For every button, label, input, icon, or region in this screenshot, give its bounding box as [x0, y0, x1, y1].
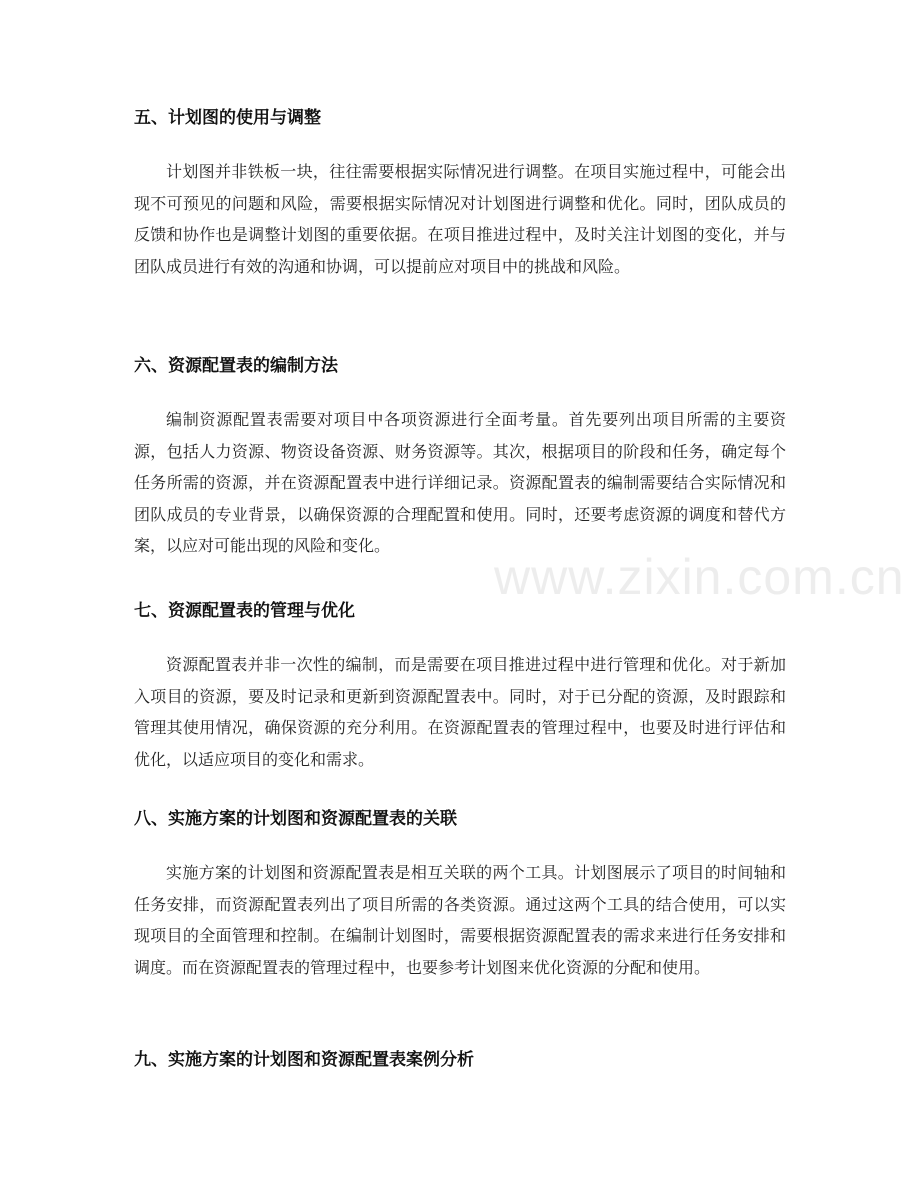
section-6-paragraph: 编制资源配置表需要对项目中各项资源进行全面考量。首先要列出项目所需的主要资源，包括人力资源、物资设备资源、财务资源等。其次，根据项目的阶段和任务，确定每个任务所需的资源，并在资源配置表中进行详细记录。资源配置表的编制需要结合实际情况和团队成员的专业背景，以确保资源的合理配置和使用。同时，还要考虑资源的调度和替代方案，以应对可能出现的风险和变化。 [134, 410, 786, 555]
section-7-heading: 七、资源配置表的管理与优化 [134, 601, 355, 621]
section-9-heading: 九、实施方案的计划图和资源配置表案例分析 [134, 1050, 474, 1070]
section-5-paragraph: 计划图并非铁板一块，往往需要根据实际情况进行调整。在项目实施过程中，可能会出现不可预见的问题和风险，需要根据实际情况对计划图进行调整和优化。同时，团队成员的反馈和协作也是调整计划图的重要依据。在项目推进过程中，及时关注计划图的变化，并与团队成员进行有效的沟通和协调，可以提前应对项目中的挑战和风险。 [134, 162, 786, 276]
section-8-heading: 八、实施方案的计划图和资源配置表的关联 [134, 809, 457, 829]
watermark: www.zixin.com.cn [494, 549, 905, 605]
section-6-heading: 六、资源配置表的编制方法 [134, 356, 338, 376]
section-5-heading: 五、计划图的使用与调整 [134, 108, 321, 128]
section-8-paragraph: 实施方案的计划图和资源配置表是相互关联的两个工具。计划图展示了项目的时间轴和任务安排，而资源配置表列出了项目所需的各类资源。通过这两个工具的结合使用，可以实现项目的全面管理和控制。在编制计划图时，需要根据资源配置表的需求来进行任务安排和调度。而在资源配置表的管理过程中，也要参考计划图来优化资源的分配和使用。 [134, 863, 786, 977]
section-7-paragraph: 资源配置表并非一次性的编制，而是需要在项目推进过程中进行管理和优化。对于新加入项目的资源，要及时记录和更新到资源配置表中。同时，对于已分配的资源，及时跟踪和管理其使用情况，确保资源的充分利用。在资源配置表的管理过程中，也要及时进行评估和优化，以适应项目的变化和需求。 [134, 655, 786, 769]
